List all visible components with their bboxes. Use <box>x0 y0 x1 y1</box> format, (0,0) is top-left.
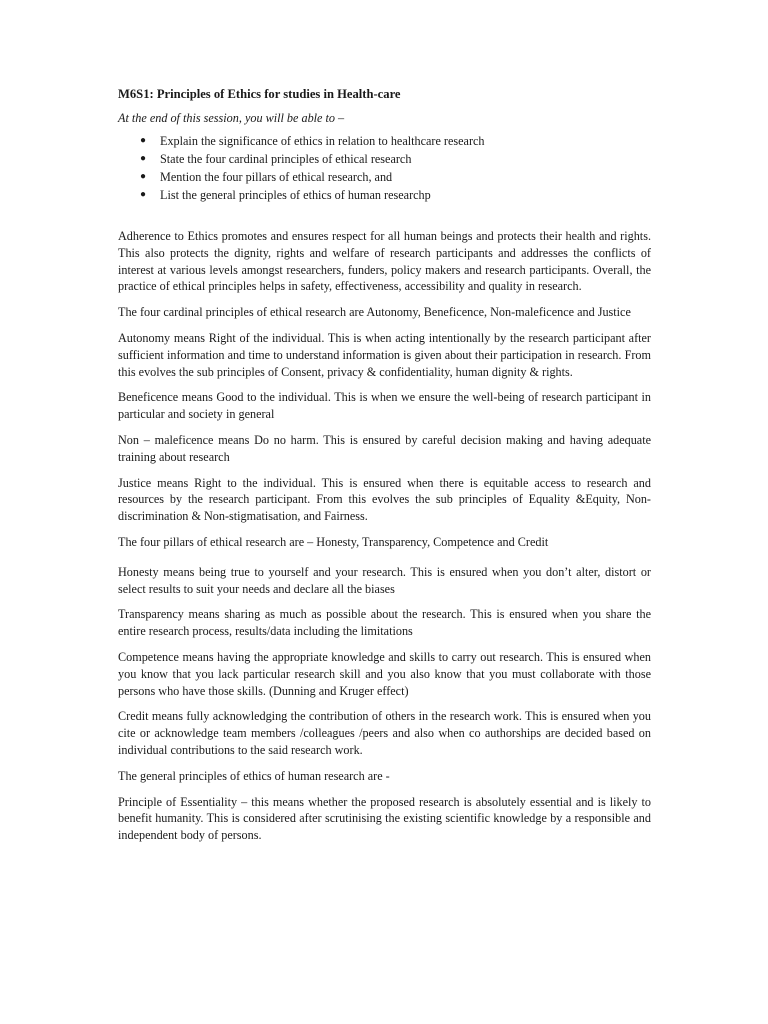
bullet-icon: ● <box>140 171 147 182</box>
beneficence-paragraph: Beneficence means Good to the individual. This is when we ensure the well-being of research participant in particular and society in general <box>118 390 651 422</box>
cardinal-principles-paragraph: The four cardinal principles of ethical research are Autonomy, Beneficence, Non-maleficence and Justice <box>118 305 631 320</box>
objective-item <box>140 168 651 186</box>
honesty-paragraph: Honesty means being true to yourself and your research. This is ensured when you don’t alter, distort or select results to suit your needs and declare all the biases <box>118 564 651 596</box>
document-title: M6S1: Principles of Ethics for studies in Health-care <box>118 87 401 101</box>
transparency-paragraph: Transparency means sharing as much as possible about the research. This is ensured when you share the entire research process, results/data including the limitations <box>118 607 651 639</box>
bullet-icon: ● <box>140 189 147 200</box>
objective-item <box>140 132 651 150</box>
credit-paragraph: Credit means fully acknowledging the contribution of others in the research work. This is ensured when you cite or acknowledge team members /colleagues /peers and also when co authorships are decided based on individual contributions to the said research work. <box>118 709 651 757</box>
learning-objectives-list <box>118 132 651 204</box>
bullet-icon: ● <box>140 135 147 146</box>
autonomy-paragraph: Autonomy means Right of the individual. This is when acting intentionally by the research participant after sufficient information and time to understand information is given about their participation in research. From this evolves the sub principles of Consent, privacy & confidentiality, human dignity & rights. <box>118 330 651 379</box>
ethics-overview-paragraph: Adherence to Ethics promotes and ensures respect for all human beings and protects their health and rights. This also protects the dignity, rights and welfare of research participants and addresses the conflicts of interest at various levels amongst researchers, funders, policy makers and research participants. Overall, the practice of ethical principles helps in safety, effectiveness, accessibility and quality in research. <box>118 229 651 294</box>
document-page <box>118 86 651 853</box>
objective-item <box>140 186 651 204</box>
objective-text: State the four cardinal principles of ethical research <box>160 152 412 166</box>
bullet-icon: ● <box>140 153 147 164</box>
objective-text: Explain the significance of ethics in relation to healthcare research <box>160 134 485 148</box>
essentiality-paragraph: Principle of Essentiality – this means whether the proposed research is absolutely essential and is likely to benefit humanity. This is considered after scrutinising the existing scientific knowledge by a responsible and independent body of persons. <box>118 794 651 843</box>
general-principles-heading: The general principles of ethics of human research are - <box>118 768 390 783</box>
non-maleficence-paragraph: Non – maleficence means Do no harm. This is ensured by careful decision making and having adequate training about research <box>118 432 651 464</box>
objective-text: List the general principles of ethics of human researchp <box>160 188 431 202</box>
objective-item <box>140 150 651 168</box>
competence-paragraph: Competence means having the appropriate knowledge and skills to carry out research. This is ensured when you know that you lack particular research skill and you also know that you must collaborate with those persons who have those skills. (Dunning and Kruger effect) <box>118 649 651 698</box>
four-pillars-paragraph: The four pillars of ethical research are – Honesty, Transparency, Competence and Credit <box>118 534 549 549</box>
justice-paragraph: Justice means Right to the individual. This is ensured when there is equitable access to research and resources by the research participant. From this evolves the sub principles of Equality &Equity, Non-discrimination & Non-stigmatisation, and Fairness. <box>118 475 651 524</box>
learning-objectives-intro: At the end of this session, you will be able to – <box>118 111 345 125</box>
objective-text: Mention the four pillars of ethical research, and <box>160 170 393 184</box>
